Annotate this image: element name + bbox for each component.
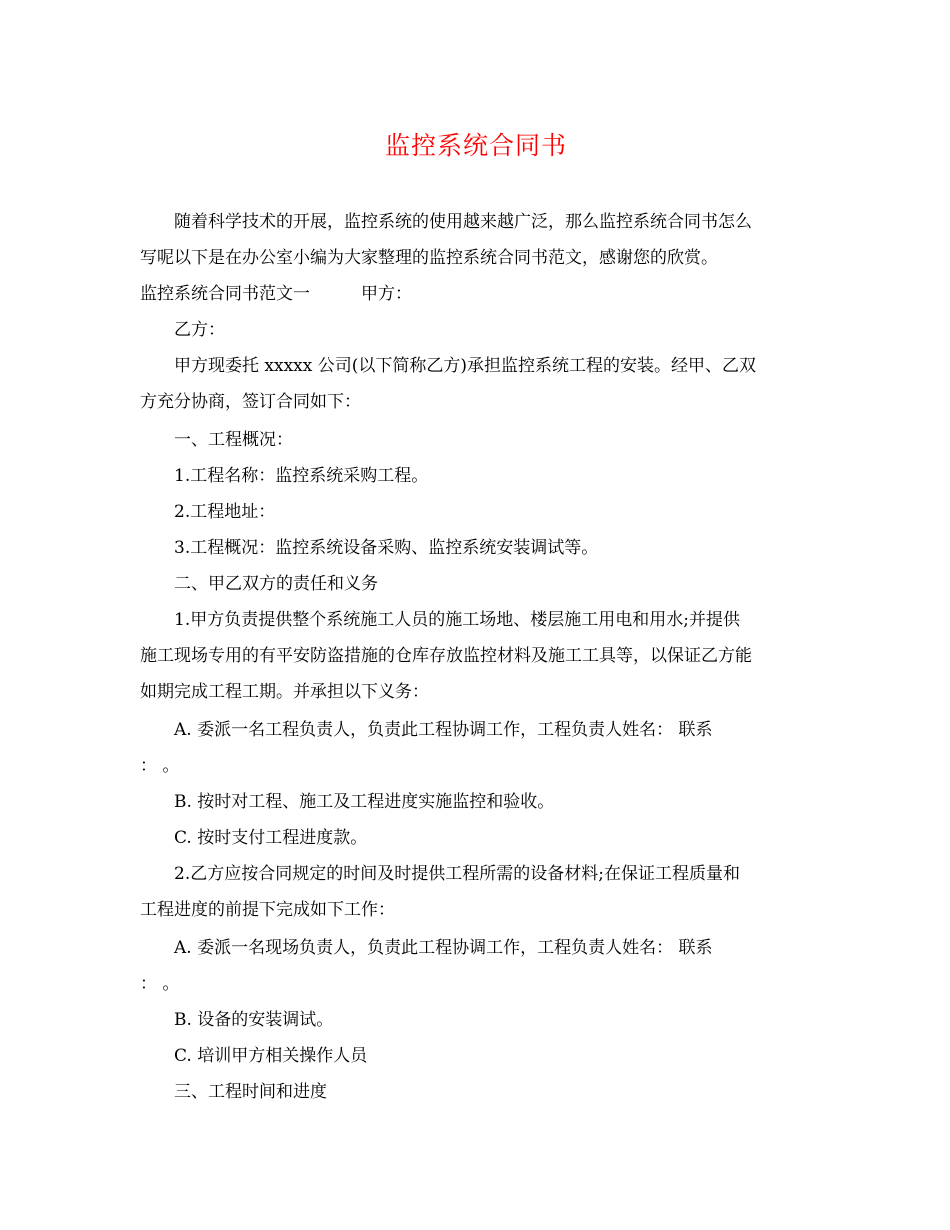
paragraph-line: 2.乙方应按合同规定的时间及时提供工程所需的设备材料;在保证工程质量和 (174, 864, 740, 884)
section-heading: 二、甲乙双方的责任和义务 (174, 574, 378, 594)
paragraph-line: 如期完成工程工期。并承担以下义务： (140, 682, 429, 702)
paragraph-line: C. 按时支付工程进度款。 (174, 828, 368, 848)
paragraph-line: 随着科学技术的开展，监控系统的使用越来越广泛，那么监控系统合同书怎么 (174, 212, 752, 232)
section-heading: 一、工程概况： (174, 430, 293, 450)
paragraph-line: 施工现场专用的有平安防盗措施的仓库存放监控材料及施工工具等，以保证乙方能 (140, 646, 752, 666)
paragraph-line: B. 按时对工程、施工及工程进度实施监控和验收。 (174, 792, 555, 812)
paragraph-line: C. 培训甲方相关操作人员 (174, 1046, 368, 1066)
paragraph-line: 3.工程概况：监控系统设备采购、监控系统安装调试等。 (174, 538, 599, 558)
section-heading: 三、工程时间和进度 (174, 1082, 327, 1102)
paragraph-line: 1.甲方负责提供整个系统施工人员的施工场地、楼层施工用电和用水;并提供 (174, 610, 740, 630)
paragraph-line: ： 。 (140, 756, 180, 776)
paragraph-line: 写呢以下是在办公室小编为大家整理的监控系统合同书范文，感谢您的欣赏。 (140, 248, 718, 268)
paragraph-line: ： 。 (140, 974, 180, 994)
document-title: 监控系统合同书 (384, 131, 567, 160)
paragraph-line: A. 委派一名现场负责人，负责此工程协调工作，工程负责人姓名： 联系 (174, 938, 713, 958)
paragraph-line: 甲方现委托 xxxxx 公司(以下简称乙方)承担监控系统工程的安装。经甲、乙双 (174, 356, 757, 376)
paragraph-line: 监控系统合同书范文一 甲方： (140, 284, 412, 304)
paragraph-line: 工程进度的前提下完成如下工作： (140, 900, 395, 920)
paragraph-line: B. 设备的安装调试。 (174, 1010, 334, 1030)
paragraph-line: 乙方： (174, 320, 225, 340)
paragraph-line: 方充分协商，签订合同如下： (140, 392, 361, 412)
paragraph-line: A. 委派一名工程负责人，负责此工程协调工作，工程负责人姓名： 联系 (174, 720, 713, 740)
paragraph-line: 2.工程地址： (174, 502, 276, 522)
paragraph-line: 1.工程名称：监控系统采购工程。 (174, 466, 429, 486)
